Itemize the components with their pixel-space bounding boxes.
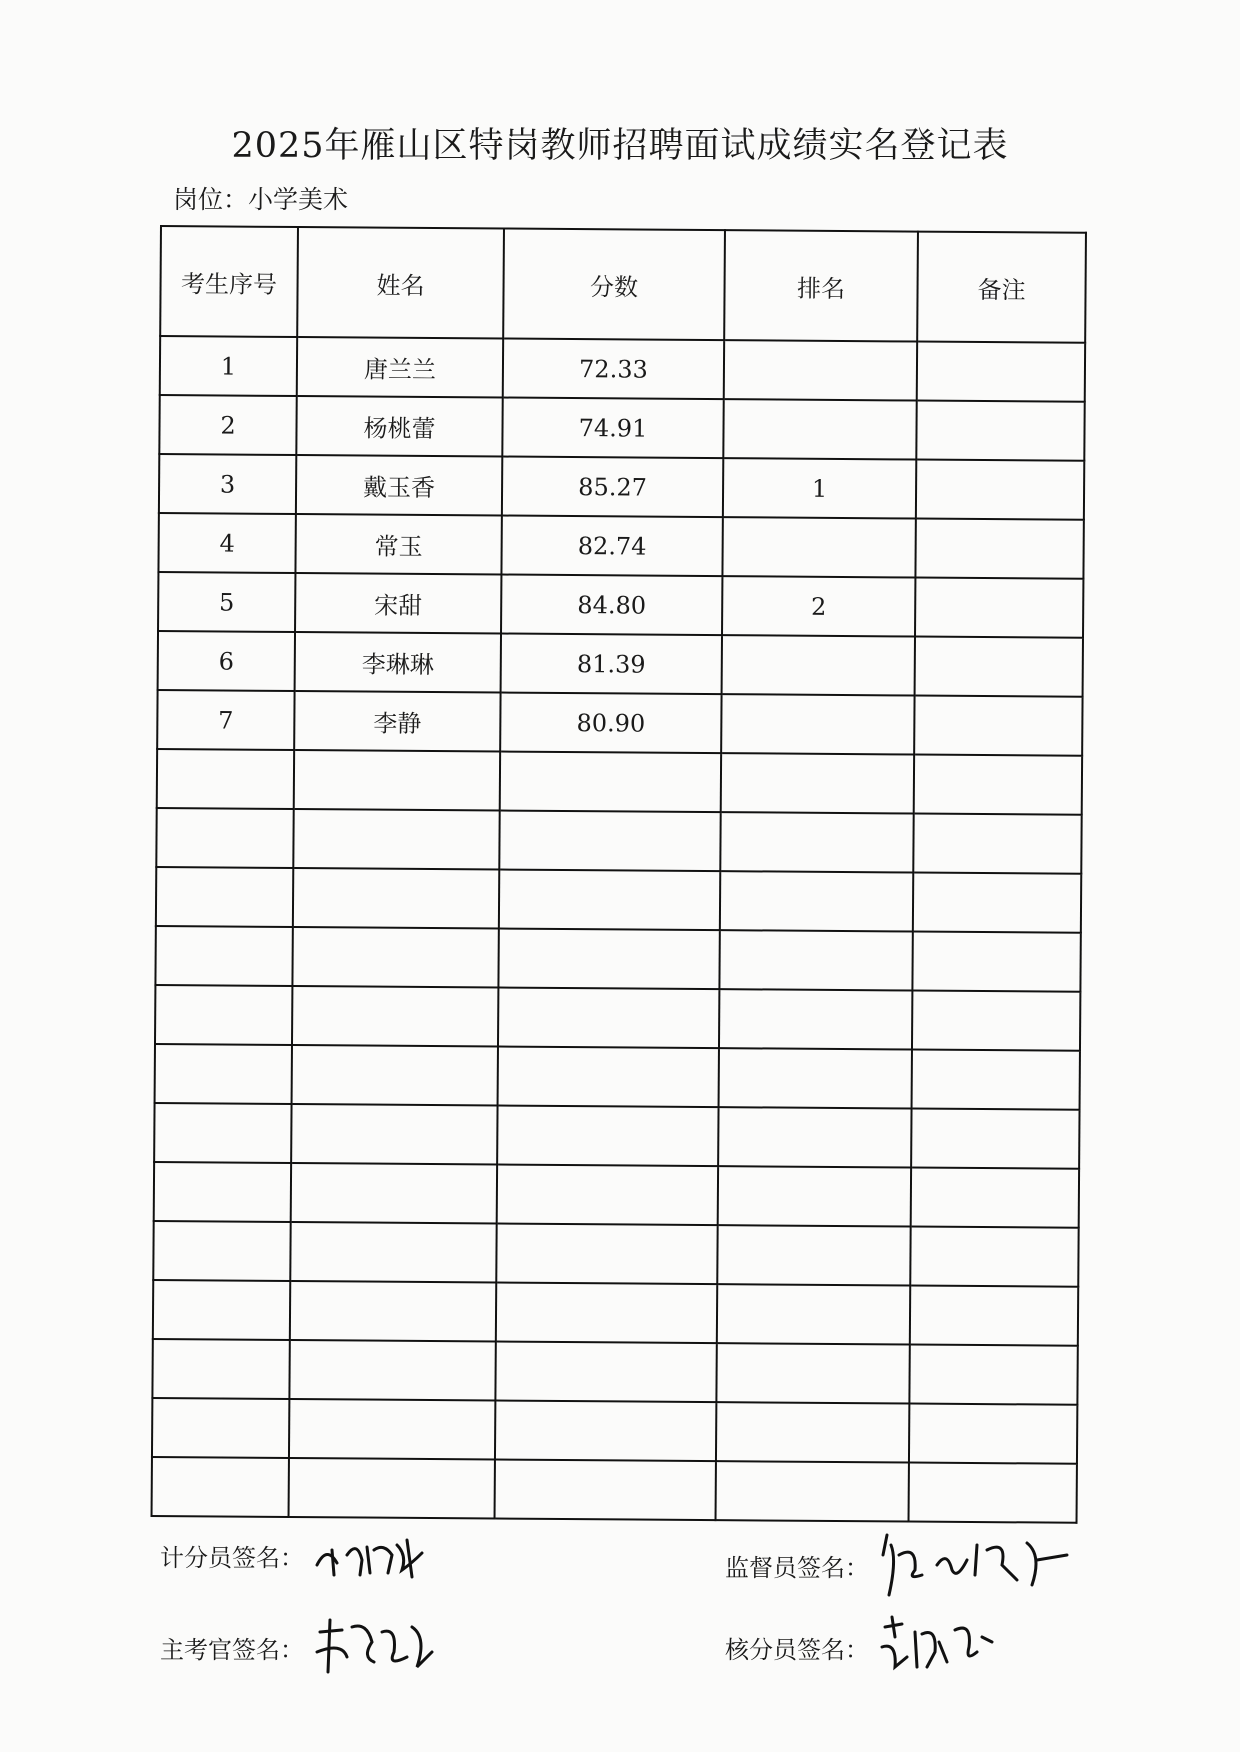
chief-examiner-signature-label: 主考官签名： — [160, 1635, 304, 1664]
cell-name — [292, 1045, 498, 1106]
cell-name — [294, 750, 500, 811]
cell-score — [498, 1046, 719, 1107]
cell-rank — [724, 340, 917, 400]
header-remark: 备注 — [917, 232, 1086, 343]
cell-seq — [155, 926, 292, 986]
cell-seq — [153, 1221, 290, 1281]
cell-seq: 6 — [158, 631, 295, 691]
table-row — [152, 1398, 1077, 1464]
cell-score — [499, 870, 720, 931]
cell-remark — [914, 696, 1082, 756]
cell-rank — [720, 871, 913, 931]
cell-name — [290, 1281, 496, 1342]
cell-remark — [909, 1404, 1077, 1464]
cell-seq — [154, 1162, 291, 1222]
cell-rank — [719, 930, 912, 990]
cell-rank — [723, 399, 916, 459]
cell-name: 杨桃蕾 — [296, 396, 502, 457]
cell-name — [292, 927, 498, 988]
table-row — [159, 454, 1084, 520]
cell-score — [500, 752, 721, 813]
table-row — [153, 1280, 1078, 1346]
cell-seq — [156, 808, 293, 868]
cell-seq — [156, 867, 293, 927]
cell-remark — [912, 991, 1080, 1051]
table-row — [155, 1044, 1080, 1110]
verifier-signature-image — [877, 1612, 1007, 1682]
cell-rank — [720, 812, 913, 872]
cell-score: 84.80 — [501, 575, 722, 636]
cell-remark — [910, 1286, 1078, 1346]
cell-name — [289, 1399, 495, 1460]
cell-remark — [915, 637, 1083, 697]
cell-seq: 2 — [159, 395, 296, 455]
table-row — [155, 985, 1080, 1051]
cell-seq — [155, 985, 292, 1045]
cell-seq: 1 — [160, 336, 297, 396]
cell-score — [496, 1223, 717, 1284]
scorer-signature-label: 计分员签名： — [160, 1543, 304, 1572]
cell-rank — [719, 989, 912, 1049]
cell-rank — [717, 1225, 910, 1285]
scorer-signature-block — [160, 1525, 432, 1585]
cell-name: 常玉 — [295, 514, 501, 575]
table-row — [158, 513, 1083, 579]
table-row — [152, 1339, 1077, 1405]
cell-name: 唐兰兰 — [297, 337, 503, 398]
table-row — [159, 395, 1084, 461]
cell-seq — [153, 1280, 290, 1340]
cell-name: 戴玉香 — [296, 455, 502, 516]
supervisor-signature-label: 监督员签名： — [725, 1553, 869, 1582]
header-name: 姓名 — [297, 227, 504, 339]
position-label: 岗位： — [173, 185, 249, 214]
cell-remark — [912, 932, 1080, 992]
table-body — [152, 336, 1086, 1523]
cell-score: 80.90 — [500, 693, 721, 754]
cell-rank: 1 — [723, 458, 916, 518]
cell-seq — [157, 749, 294, 809]
table-row — [157, 690, 1082, 756]
cell-score — [497, 1164, 718, 1225]
cell-remark — [915, 519, 1083, 579]
header-score: 分数 — [503, 229, 725, 341]
cell-remark — [909, 1345, 1077, 1405]
cell-name: 宋甜 — [295, 573, 501, 634]
cell-score: 74.91 — [502, 398, 723, 459]
cell-remark — [915, 578, 1083, 638]
cell-rank — [716, 1402, 909, 1462]
cell-score — [495, 1459, 716, 1520]
cell-rank — [716, 1461, 909, 1521]
cell-score: 81.39 — [501, 634, 722, 695]
cell-name — [293, 868, 499, 929]
cell-rank — [718, 1107, 911, 1167]
table-row — [158, 572, 1083, 638]
cell-rank — [721, 753, 914, 813]
cell-score: 72.33 — [503, 339, 724, 400]
cell-score — [495, 1341, 716, 1402]
cell-rank — [722, 635, 915, 695]
cell-remark — [911, 1168, 1079, 1228]
cell-remark — [910, 1227, 1078, 1287]
position-value: 小学美术 — [248, 185, 349, 214]
cell-score: 85.27 — [502, 457, 723, 518]
cell-remark — [911, 1109, 1079, 1169]
chief-examiner-signature-block — [160, 1612, 442, 1682]
chief-examiner-signature-image — [312, 1612, 442, 1682]
page-title: 2025年雁山区特岗教师招聘面试成绩实名登记表 — [231, 126, 1009, 166]
table-header-row — [160, 226, 1086, 343]
table-row — [158, 631, 1083, 697]
cell-name — [292, 986, 498, 1047]
cell-remark — [913, 814, 1081, 874]
cell-remark — [916, 401, 1084, 461]
cell-name: 李琳琳 — [295, 632, 501, 693]
cell-rank — [719, 1048, 912, 1108]
cell-seq: 3 — [159, 454, 296, 514]
table-row — [155, 926, 1080, 992]
table-row — [152, 1457, 1077, 1523]
cell-seq — [152, 1457, 289, 1517]
cell-score — [497, 1105, 718, 1166]
cell-seq: 7 — [157, 690, 294, 750]
cell-rank: 2 — [722, 576, 915, 636]
supervisor-signature-block — [725, 1525, 1077, 1605]
cell-seq: 5 — [158, 572, 295, 632]
cell-name — [289, 1340, 495, 1401]
cell-remark — [913, 873, 1081, 933]
table-row — [154, 1162, 1079, 1228]
scorer-signature-image — [312, 1525, 432, 1585]
position-line — [173, 180, 348, 216]
cell-name — [290, 1222, 496, 1283]
cell-name — [289, 1458, 495, 1519]
cell-seq — [155, 1044, 292, 1104]
cell-seq — [152, 1339, 289, 1399]
table-row — [160, 336, 1085, 402]
table-row — [154, 1103, 1079, 1169]
cell-score — [496, 1282, 717, 1343]
cell-remark — [917, 342, 1085, 402]
cell-remark — [912, 1050, 1080, 1110]
cell-seq — [152, 1398, 289, 1458]
supervisor-signature-image — [877, 1525, 1077, 1605]
cell-name — [291, 1104, 497, 1165]
cell-remark — [916, 460, 1084, 520]
table-row — [156, 867, 1081, 933]
table-row — [153, 1221, 1078, 1287]
header-seq: 考生序号 — [160, 226, 298, 337]
cell-score: 82.74 — [501, 516, 722, 577]
cell-remark — [909, 1463, 1077, 1523]
verifier-signature-label: 核分员签名： — [725, 1635, 869, 1664]
cell-remark — [914, 755, 1082, 815]
cell-rank — [717, 1284, 910, 1344]
cell-rank — [721, 694, 914, 754]
cell-seq: 4 — [158, 513, 295, 573]
cell-seq — [154, 1103, 291, 1163]
header-rank: 排名 — [724, 230, 918, 341]
cell-rank — [716, 1343, 909, 1403]
table-row — [156, 808, 1081, 874]
cell-rank — [718, 1166, 911, 1226]
cell-score — [498, 988, 719, 1049]
score-table — [151, 225, 1087, 1524]
verifier-signature-block — [725, 1612, 1007, 1682]
cell-score — [498, 929, 719, 990]
cell-score — [499, 811, 720, 872]
table-row — [157, 749, 1082, 815]
cell-name — [293, 809, 499, 870]
cell-rank — [722, 517, 915, 577]
cell-name — [291, 1163, 497, 1224]
cell-name: 李静 — [294, 691, 500, 752]
cell-score — [495, 1400, 716, 1461]
